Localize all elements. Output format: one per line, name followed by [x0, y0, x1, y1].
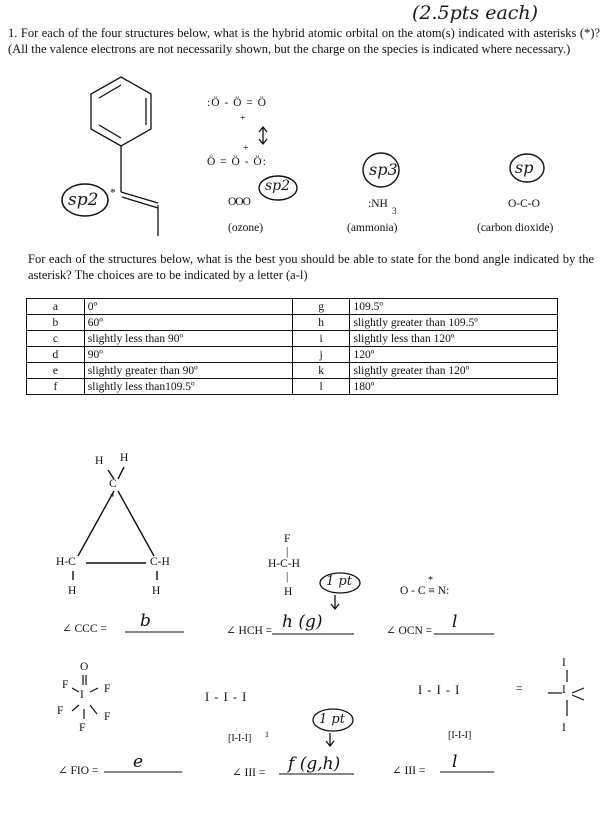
charge-plus: + — [240, 113, 246, 124]
choice-value: 60º — [84, 315, 292, 331]
choice-value: 180º — [350, 379, 558, 395]
choice-letter: e — [27, 363, 85, 379]
methane-f: F — [284, 533, 291, 545]
choice-letter: g — [292, 299, 350, 315]
choice-letter: b — [27, 315, 85, 331]
choices-table — [26, 298, 558, 395]
charge-plus: + — [243, 143, 249, 154]
angle-label: ∠ HCH = — [226, 625, 273, 637]
answer-hch: h (g) — [282, 612, 323, 632]
choice-value: slightly less than109.5º — [84, 379, 292, 395]
ozone-resonance-1: :Ö - Ö = Ö — [207, 97, 267, 109]
choice-value: 90º — [84, 347, 292, 363]
ocn-formula: O - C ≡ N: — [400, 585, 450, 597]
fio-f: F — [62, 679, 69, 691]
asterisk: * — [110, 492, 115, 502]
ammonia-formula: :NH — [368, 198, 388, 210]
choice-value: 120º — [350, 347, 558, 363]
answer-iii: f (g,h) — [288, 754, 341, 774]
cyclopropane-c: C — [109, 478, 117, 490]
question-1-text: 1. For each of the four structures below, what is the hybrid atomic orbital on the atom(s) indicated with asterisks (*)? (All the valence electrons are not necessarily shown, but the charge on the species is indicated where necessary.) — [8, 26, 600, 56]
triiodide-charge: 1 — [265, 730, 269, 739]
table-row — [27, 379, 558, 395]
choice-letter: i — [292, 331, 350, 347]
triiodide-formula: I - I - I — [205, 690, 248, 704]
choice-value: 109.5º — [350, 299, 558, 315]
co2-label: (carbon dioxide) — [477, 222, 554, 234]
fio-i: I — [80, 689, 84, 701]
point-note: 1 pt — [326, 574, 352, 589]
answer-ccc: b — [140, 611, 151, 631]
iodine-atom: I — [562, 657, 566, 669]
choice-value: slightly less than 90º — [84, 331, 292, 347]
cyclopropane-left: H-C — [56, 556, 76, 568]
choice-letter: d — [27, 347, 85, 363]
angle-label: ∠ OCN = — [386, 625, 433, 637]
cyclopropane-h: H — [120, 452, 129, 464]
fio-f: F — [104, 683, 111, 695]
ozone-formula: OOO — [228, 196, 250, 208]
cyclopropane-h: H — [152, 585, 161, 597]
ozone-answer: sp2 — [265, 178, 291, 194]
equals-sign: = — [516, 683, 523, 695]
answer-ocn: l — [452, 612, 458, 632]
choice-letter: c — [27, 331, 85, 347]
fio-f: F — [57, 705, 64, 717]
choice-value: slightly greater than 109.5º — [350, 315, 558, 331]
answer-fio: e — [133, 752, 144, 772]
ammonia-label: (ammonia) — [347, 222, 398, 234]
point-note: 1 pt — [319, 712, 345, 727]
choice-value: slightly less than 120º — [350, 331, 558, 347]
angle-label: ∠ III = — [392, 765, 426, 777]
points-note: (2.5pts each) — [412, 2, 539, 24]
table-row — [27, 331, 558, 347]
table-row — [27, 299, 558, 315]
bond-line: | — [286, 546, 289, 558]
iodine-atom: I — [562, 684, 566, 696]
ozone-resonance-2: Ö = Ö - Ö: — [207, 156, 267, 168]
triiodide-caption: [I-I-I] — [228, 733, 252, 744]
table-row — [27, 315, 558, 331]
angle-label: ∠ III = — [232, 767, 266, 779]
angle-label: ∠ FIO = — [58, 765, 99, 777]
fio-o: O — [80, 661, 89, 673]
choice-letter: k — [292, 363, 350, 379]
choice-value: 0º — [84, 299, 292, 315]
co2-formula: O-C-O — [508, 198, 540, 210]
question-2-text: For each of the structures below, what is the best you should be able to state for the bond angle indicated by the asterisk? The choices are to be indicated by a letter (a-l) — [28, 252, 594, 282]
angle-label: ∠ CCC = — [62, 623, 107, 635]
table-row — [27, 347, 558, 363]
choice-letter: l — [292, 379, 350, 395]
ammonia-subscript: 3 — [392, 206, 397, 216]
cyclopropane-right: C-H — [150, 556, 170, 568]
fio-f: F — [79, 722, 86, 734]
triiodide2-formula: I - I - I — [418, 683, 461, 697]
asterisk: * — [428, 575, 433, 586]
choice-letter: j — [292, 347, 350, 363]
fio-f: F — [104, 711, 111, 723]
styrene-answer: sp2 — [68, 190, 99, 210]
ozone-label: (ozone) — [228, 222, 264, 234]
choice-letter: f — [27, 379, 85, 395]
methane-h: H — [284, 586, 293, 598]
choice-letter: a — [27, 299, 85, 315]
triiodide2-caption: [I-I-I] — [448, 730, 472, 741]
iodine-atom: I — [562, 722, 566, 734]
choice-letter: h — [292, 315, 350, 331]
methane-center: H-C-H — [268, 558, 300, 570]
choice-value: slightly greater than 120º — [350, 363, 558, 379]
co2-answer: sp — [515, 158, 534, 177]
ammonia-answer: sp3 — [369, 160, 398, 179]
answer-iii-2: l — [452, 752, 458, 772]
table-row — [27, 363, 558, 379]
choice-value: slightly greater than 90º — [84, 363, 292, 379]
cyclopropane-h: H — [95, 455, 104, 467]
bond-line: | — [286, 571, 289, 583]
asterisk: * — [110, 187, 116, 199]
cyclopropane-h: H — [68, 585, 77, 597]
